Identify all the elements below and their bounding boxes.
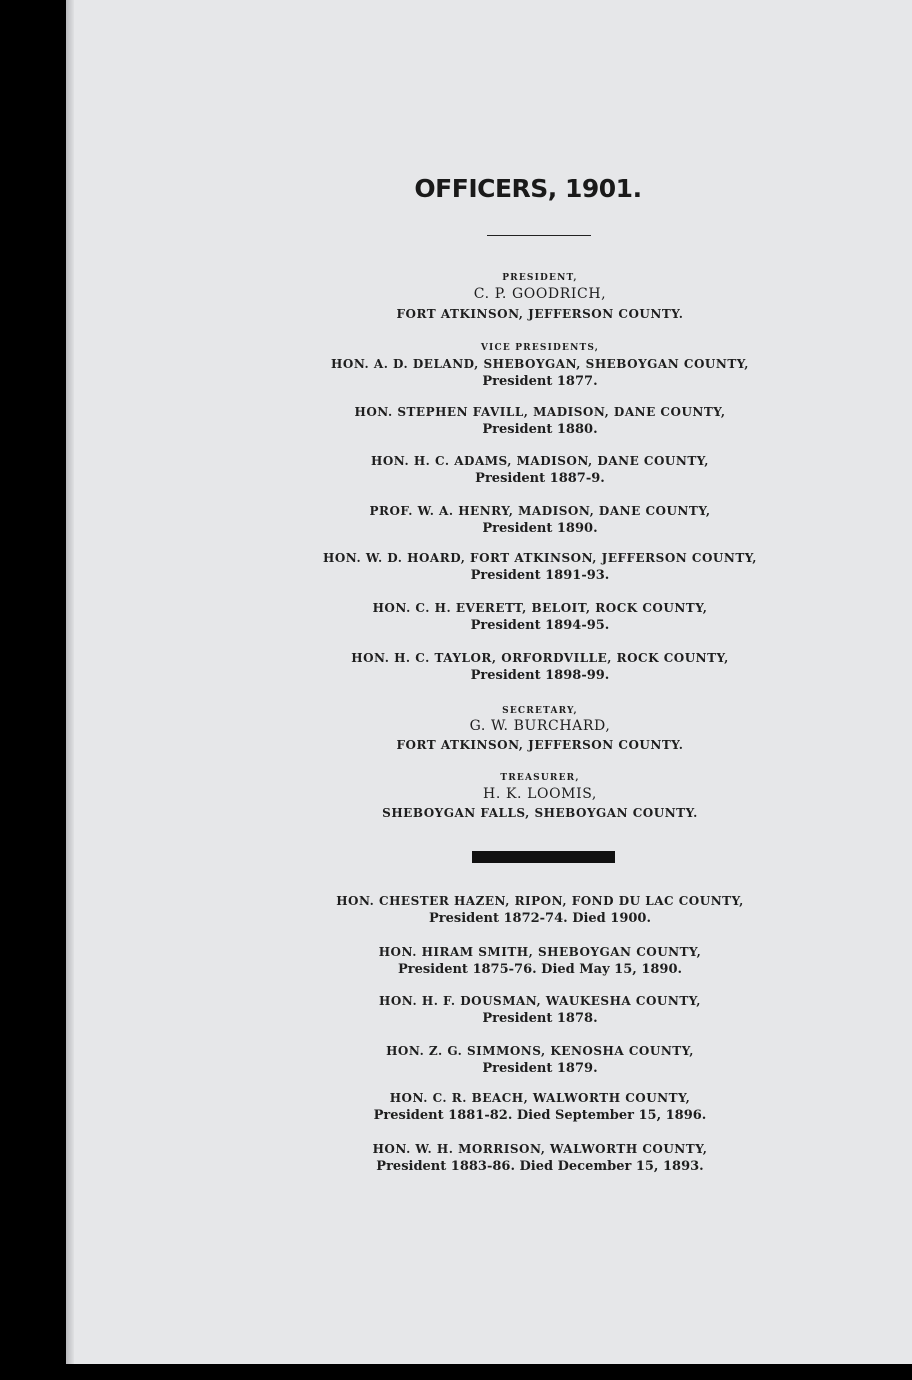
- vice-presidents-label: VICE PRESIDENTS,: [480, 343, 600, 353]
- treasurer-label: TREASURER,: [500, 773, 580, 783]
- past-president-term: President 1878.: [482, 1011, 598, 1026]
- vice-president-line: HON. STEPHEN FAVILL, MADISON, DANE COUNTY,: [354, 405, 726, 419]
- past-president-term: President 1879.: [482, 1061, 598, 1076]
- secretary-label: SECRETARY,: [502, 706, 578, 716]
- vice-president-term: President 1890.: [482, 521, 598, 536]
- vice-president-line: HON. C. H. EVERETT, BELOIT, ROCK COUNTY,: [372, 601, 708, 615]
- vice-president-line: PROF. W. A. HENRY, MADISON, DANE COUNTY,: [369, 504, 711, 518]
- vice-president-term: President 1880.: [482, 422, 598, 437]
- president-place: FORT ATKINSON, JEFFERSON COUNTY.: [396, 307, 684, 321]
- past-president-line: HON. HIRAM SMITH, SHEBOYGAN COUNTY,: [378, 945, 702, 959]
- past-president-term: President 1872-74. Died 1900.: [428, 911, 652, 926]
- section-divider: [472, 851, 615, 863]
- vice-president-line: HON. A. D. DELAND, SHEBOYGAN, SHEBOYGAN COUNTY,: [331, 357, 749, 371]
- past-president-term: President 1881-82. Died September 15, 1896.: [373, 1108, 707, 1123]
- title-rule: [487, 235, 591, 236]
- vice-president-term: President 1898-99.: [470, 668, 610, 683]
- past-president-term: President 1883-86. Died December 15, 1893.: [376, 1159, 704, 1174]
- treasurer-place: SHEBOYGAN FALLS, SHEBOYGAN COUNTY.: [382, 806, 698, 820]
- vice-president-line: HON. W. D. HOARD, FORT ATKINSON, JEFFERSON COUNTY,: [323, 551, 757, 565]
- vice-president-line: HON. H. C. ADAMS, MADISON, DANE COUNTY,: [370, 454, 709, 468]
- secretary-name: G. W. BURCHARD,: [469, 718, 611, 734]
- past-president-term: President 1875-76. Died May 15, 1890.: [397, 962, 683, 977]
- president-name: C. P. GOODRICH,: [473, 286, 607, 302]
- vice-president-term: President 1891-93.: [470, 568, 610, 583]
- president-label: PRESIDENT,: [502, 273, 578, 283]
- page-edge: [66, 0, 74, 1364]
- vice-president-term: President 1887-9.: [475, 471, 605, 486]
- past-president-line: HON. W. H. MORRISON, WALWORTH COUNTY,: [372, 1142, 708, 1156]
- secretary-place: FORT ATKINSON, JEFFERSON COUNTY.: [396, 738, 684, 752]
- past-president-line: HON. Z. G. SIMMONS, KENOSHA COUNTY,: [386, 1044, 694, 1058]
- treasurer-name: H. K. LOOMIS,: [483, 786, 597, 802]
- past-president-line: HON. CHESTER HAZEN, RIPON, FOND DU LAC COUNTY,: [336, 894, 744, 908]
- vice-president-term: President 1877.: [482, 374, 598, 389]
- vice-president-line: HON. H. C. TAYLOR, ORFORDVILLE, ROCK COUNTY,: [351, 651, 729, 665]
- past-president-line: HON. H. F. DOUSMAN, WAUKESHA COUNTY,: [379, 994, 701, 1008]
- past-president-line: HON. C. R. BEACH, WALWORTH COUNTY,: [389, 1091, 691, 1105]
- page-title: OFFICERS, 1901.: [414, 174, 642, 203]
- vice-president-term: President 1894-95.: [470, 618, 610, 633]
